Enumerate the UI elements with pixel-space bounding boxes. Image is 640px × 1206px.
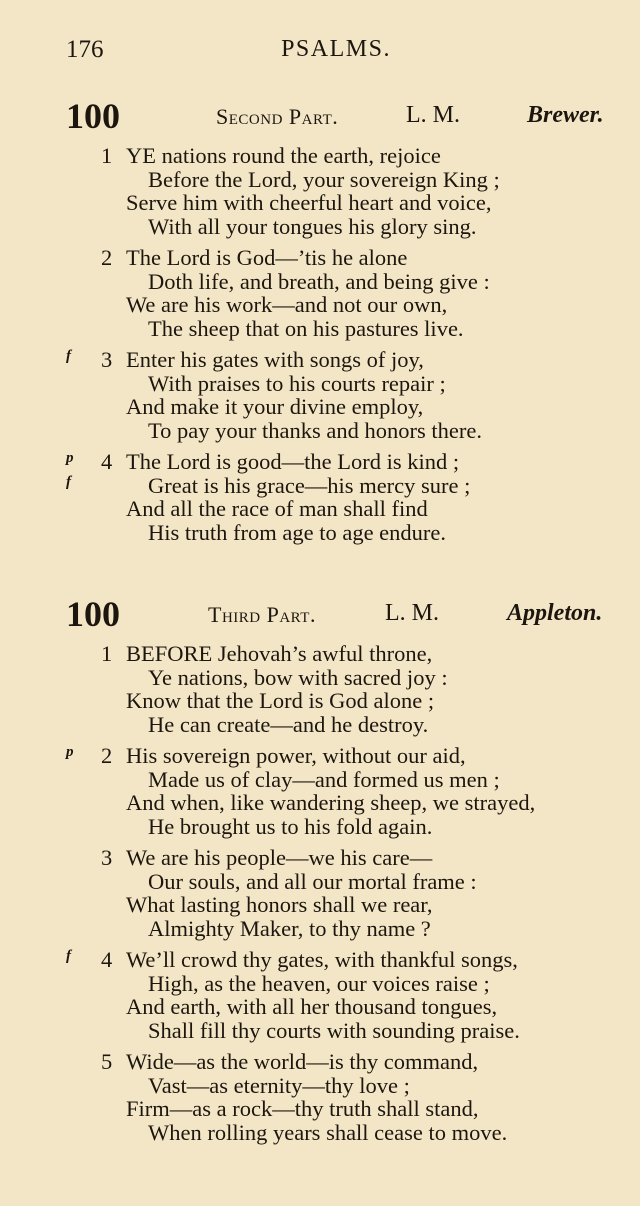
verse-text: And when, like wandering sheep, we strayed, xyxy=(126,790,536,815)
verse-text: Serve him with cheerful heart and voice, xyxy=(126,190,492,215)
verse-number: 3 xyxy=(101,347,113,372)
verse-text: We’ll crowd thy gates, with thankful songs, xyxy=(126,947,518,972)
hymn-number: 100 xyxy=(66,594,120,634)
verse-line xyxy=(0,215,640,239)
verse-line xyxy=(0,972,640,996)
hymn-third-part xyxy=(0,592,640,1152)
verse-text: We are his people—we his care— xyxy=(126,845,433,870)
hymn-number: 100 xyxy=(66,96,120,136)
verse-number: 4 xyxy=(101,449,113,474)
verse-line xyxy=(0,768,640,792)
verse-text: Doth life, and breath, and being give : xyxy=(148,268,490,294)
verse-line xyxy=(0,521,640,545)
verse-text: Great is his grace—his mercy sure ; xyxy=(148,472,471,498)
verse-text: Vast—as eternity—thy love ; xyxy=(148,1072,410,1098)
running-head xyxy=(66,36,606,68)
verse-line xyxy=(0,395,640,419)
meter-label: L. M. xyxy=(406,102,460,128)
verse-text: Know that the Lord is God alone ; xyxy=(126,688,435,713)
verse-number: 1 xyxy=(101,143,113,168)
stanza xyxy=(0,846,640,940)
verse-text: Our souls, and all our mortal frame : xyxy=(148,868,477,894)
verse-text: High, as the heaven, our voices raise ; xyxy=(148,970,490,996)
verse-line xyxy=(0,666,640,690)
verse-number: 5 xyxy=(101,1049,113,1074)
verse-text: And make it your divine employ, xyxy=(126,394,424,419)
stanza xyxy=(0,348,640,442)
verse-line xyxy=(0,144,640,168)
part-label: Third Part. xyxy=(208,602,316,627)
dynamic-mark: f xyxy=(66,948,71,964)
dynamic-mark: p xyxy=(66,450,74,466)
verse-text: And earth, with all her thousand tongues, xyxy=(126,994,498,1019)
hymn-heading xyxy=(0,592,640,642)
verse-text: We are his work—and not our own, xyxy=(126,292,448,317)
verse-text: With all your tongues his glory sing. xyxy=(148,213,477,239)
verse-line xyxy=(0,1074,640,1098)
stanza xyxy=(0,144,640,238)
verse-line xyxy=(0,893,640,917)
stanza-list xyxy=(0,642,640,1144)
verse-line xyxy=(0,846,640,870)
verse-number: 2 xyxy=(101,743,113,768)
verse-line xyxy=(0,870,640,894)
verse-line xyxy=(0,744,640,768)
dynamic-mark: f xyxy=(66,473,71,490)
verse-text: His truth from age to age endure. xyxy=(148,519,447,545)
verse-number: 4 xyxy=(101,947,113,972)
verse-line xyxy=(0,474,640,498)
dynamic-mark: f xyxy=(66,348,71,364)
verse-text: His sovereign power, without our aid, xyxy=(126,743,466,768)
stanza xyxy=(0,246,640,340)
running-title: PSALMS. xyxy=(281,36,391,62)
verse-line xyxy=(0,450,640,474)
verse-text: Almighty Maker, to thy name ? xyxy=(148,915,431,941)
verse-line xyxy=(0,497,640,521)
verse-text: He brought us to his fold again. xyxy=(148,813,433,839)
verse-number: 1 xyxy=(101,641,113,666)
verse-text: Shall fill thy courts with sounding praise. xyxy=(148,1017,520,1043)
verse-line xyxy=(0,689,640,713)
dynamic-mark: p xyxy=(66,744,74,760)
stanza xyxy=(0,1050,640,1144)
verse-text: Before the Lord, your sovereign King ; xyxy=(148,166,500,192)
stanza xyxy=(0,450,640,544)
page-number: 176 xyxy=(66,36,104,63)
verse-line xyxy=(0,1097,640,1121)
verse-line xyxy=(0,1121,640,1145)
verse-text: He can create—and he destroy. xyxy=(148,711,429,737)
stanza xyxy=(0,642,640,736)
verse-text: To pay your thanks and honors there. xyxy=(148,417,482,443)
tune-name: Appleton. xyxy=(507,600,603,626)
verse-line xyxy=(0,815,640,839)
verse-line xyxy=(0,270,640,294)
verse-text: Wide—as the world—is thy command, xyxy=(126,1049,479,1074)
hymn-heading xyxy=(0,94,640,144)
verse-line xyxy=(0,1019,640,1043)
verse-line xyxy=(0,168,640,192)
verse-line xyxy=(0,713,640,737)
verse-text: With praises to his courts repair ; xyxy=(148,370,446,396)
stanza xyxy=(0,948,640,1042)
verse-text: Firm—as a rock—thy truth shall stand, xyxy=(126,1096,479,1121)
verse-text: The sheep that on his pastures live. xyxy=(148,315,464,341)
verse-text: Made us of clay—and formed us men ; xyxy=(148,766,500,792)
verse-line xyxy=(0,791,640,815)
verse-text: BEFORE Jehovah’s awful throne, xyxy=(126,641,433,666)
verse-text: Enter his gates with songs of joy, xyxy=(126,347,424,372)
hymn-second-part xyxy=(0,94,640,552)
verse-text: When rolling years shall cease to move. xyxy=(148,1119,508,1145)
verse-text: YE nations round the earth, rejoice xyxy=(126,143,441,168)
verse-number: 2 xyxy=(101,245,113,270)
verse-number: 3 xyxy=(101,845,113,870)
verse-line xyxy=(0,1050,640,1074)
verse-text: And all the race of man shall find xyxy=(126,496,428,521)
verse-text: What lasting honors shall we rear, xyxy=(126,892,433,917)
meter-label: L. M. xyxy=(385,600,439,626)
verse-text: Ye nations, bow with sacred joy : xyxy=(148,664,448,690)
verse-line xyxy=(0,191,640,215)
verse-line xyxy=(0,917,640,941)
stanza xyxy=(0,744,640,838)
verse-line xyxy=(0,348,640,372)
stanza-list xyxy=(0,144,640,544)
verse-line xyxy=(0,995,640,1019)
verse-text: The Lord is good—the Lord is kind ; xyxy=(126,449,460,474)
verse-line xyxy=(0,293,640,317)
verse-line xyxy=(0,372,640,396)
verse-line xyxy=(0,948,640,972)
verse-line xyxy=(0,317,640,341)
tune-name: Brewer. xyxy=(527,102,604,128)
verse-line xyxy=(0,246,640,270)
verse-text: The Lord is God—’tis he alone xyxy=(126,245,408,270)
part-label: Second Part. xyxy=(216,104,339,129)
verse-line xyxy=(0,642,640,666)
verse-line xyxy=(0,419,640,443)
